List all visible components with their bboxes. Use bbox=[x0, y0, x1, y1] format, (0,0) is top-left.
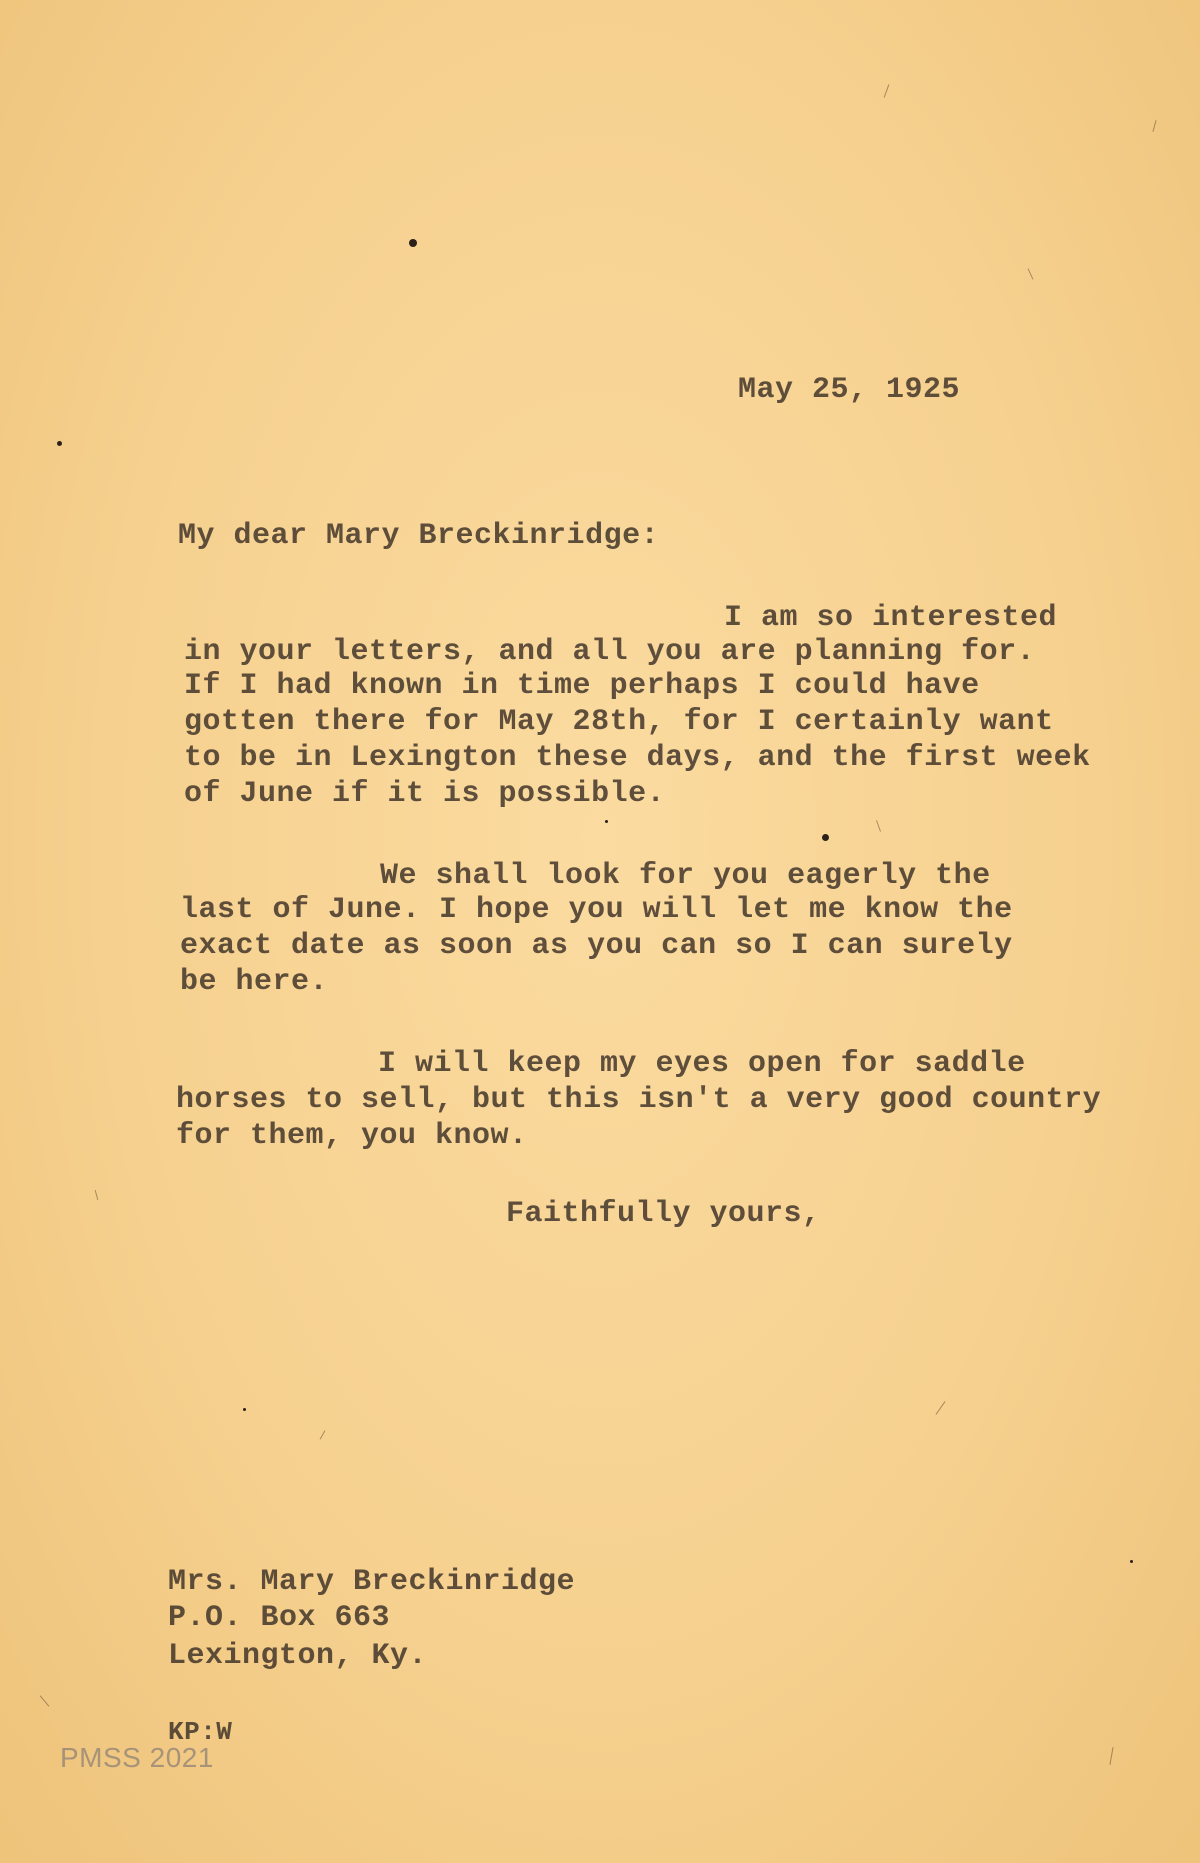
paragraph-line: gotten there for May 28th, for I certainly want bbox=[184, 705, 1054, 739]
paragraph-line: horses to sell, but this isn't a very good country bbox=[176, 1083, 1102, 1117]
paragraph-line: be here. bbox=[180, 965, 329, 999]
address-line: P.O. Box 663 bbox=[168, 1601, 391, 1635]
typist-initials: KP:W bbox=[168, 1717, 233, 1747]
paper-fiber bbox=[40, 1695, 50, 1706]
salutation: My dear Mary Breckinridge: bbox=[178, 519, 660, 553]
paper-speck bbox=[822, 834, 829, 841]
paper-fiber bbox=[95, 1190, 99, 1200]
paper-speck bbox=[57, 441, 62, 446]
paper-speck bbox=[409, 239, 417, 247]
paper-speck bbox=[605, 820, 608, 823]
paper-fiber bbox=[1028, 268, 1034, 279]
closing: Faithfully yours, bbox=[506, 1197, 821, 1231]
paragraph-line: If I had known in time perhaps I could have bbox=[184, 669, 980, 703]
paragraph-line: in your letters, and all you are planning for. bbox=[184, 635, 1036, 669]
paper-fiber bbox=[1109, 1747, 1113, 1765]
paper-fiber bbox=[876, 820, 881, 832]
paper-fiber bbox=[1152, 120, 1156, 132]
paper-fiber bbox=[936, 1401, 946, 1415]
paragraph-line: We shall look for you eagerly the bbox=[380, 859, 991, 893]
archive-watermark: PMSS 2021 bbox=[60, 1742, 214, 1773]
paragraph-line: I am so interested bbox=[724, 601, 1058, 635]
paragraph-line: last of June. I hope you will let me know the bbox=[180, 893, 1013, 927]
paper-fiber bbox=[884, 84, 890, 97]
paragraph-line: for them, you know. bbox=[176, 1119, 528, 1153]
paper-speck bbox=[1130, 1560, 1133, 1563]
paragraph-line: of June if it is possible. bbox=[184, 777, 666, 811]
letter-date: May 25, 1925 bbox=[738, 373, 961, 407]
paper-speck bbox=[243, 1408, 246, 1411]
paragraph-line: I will keep my eyes open for saddle bbox=[378, 1047, 1026, 1081]
address-line: Lexington, Ky. bbox=[168, 1639, 428, 1673]
paper-fiber bbox=[320, 1430, 326, 1439]
address-line: Mrs. Mary Breckinridge bbox=[168, 1565, 576, 1599]
paragraph-line: to be in Lexington these days, and the first week bbox=[184, 741, 1091, 775]
paragraph-line: exact date as soon as you can so I can surely bbox=[180, 929, 1013, 963]
